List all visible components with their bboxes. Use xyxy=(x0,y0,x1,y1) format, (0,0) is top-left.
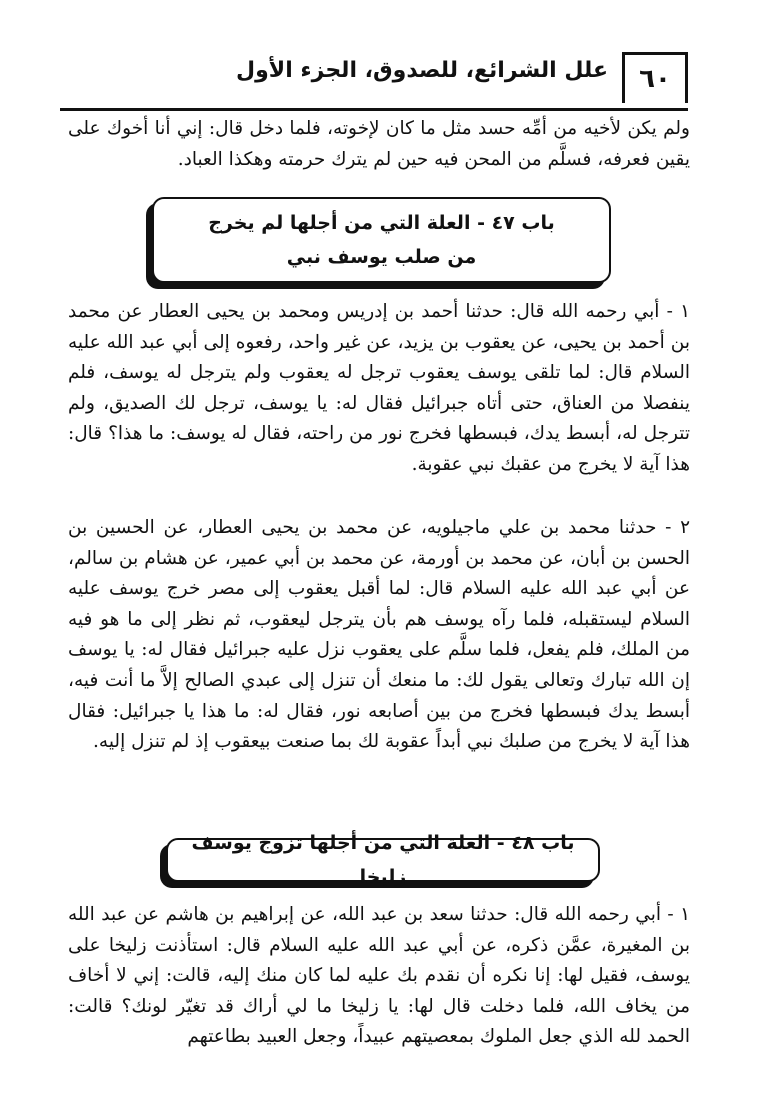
hadith-text: ٢ - حدثنا محمد بن علي ماجيلويه، عن محمد بن يحيى العطار، عن الحسين بن الحسن بن أبان، عن محمد بن أورمة، عن محمد بن أبي عمير، عن هشام بن سالم، عن أبي عبد الله عليه السلام قال: لما أقبل يعقوب إلى مصر خرج يوسف عليه السلام ليستقبله، فلما رآه يوسف هم بأن يترجل ليعقوب، ثم نظر إلى ما هو فيه من الملك، فلم يفعل، فلما سلَّم على يعقوب نزل عليه جبرائيل فقال له: يا يوسف إن الله تبارك وتعالى يقول لك: ما منعك أن تنزل إلى عبدي الصالح إلاَّ ما أنت فيه، أبسط يدك فبسطها فخرج من بين أصابعه نور، فقال له: ما هذا يا جبرائيل: فقال هذا آية لا يخرج من صلبك نبي أبداً عقوبة لك بما صنعت بيعقوب إذ لم تنزل إليه. xyxy=(68,517,690,753)
chapter-48-heading-box xyxy=(166,832,600,888)
page-number: ٦٠ xyxy=(622,52,688,103)
running-title: علل الشرائع، للصدوق، الجزء الأول xyxy=(236,58,608,83)
hadith-text: ١ - أبي رحمه الله قال: حدثنا سعد بن عبد الله، عن إبراهيم بن هاشم عن عبد الله بن المغيرة، عمَّن ذكره، عن أبي عبد الله عليه السلام قال: استأذنت زليخا على يوسف، فقيل لها: إنا نكره أن نقدم بك عليه لما كان منك إليه، قالت: إني لا أخاف من يخاف الله، فلما دخلت قال لها: يا زليخا ما لي أراك قد تغيّر لونك؟ قالت: الحمد لله الذي جعل الملوك بمعصيتهم عبيداً، وجعل العبيد بطاعتهم xyxy=(68,904,690,1048)
intro-paragraph xyxy=(68,114,690,175)
intro-text: ولم يكن لأخيه من أمِّه حسد مثل ما كان لإخوته، فلما دخل قال: إني أنا أخوك على يقين فعرفه، فسلَّم من المحن فيه حين لم يترك حرمته وهكذا العباد. xyxy=(68,118,690,170)
chapter-47-title-line2: من صلب يوسف نبي xyxy=(286,246,477,268)
chapter-48-hadith-1 xyxy=(68,900,690,1053)
chapter-47-hadith-1 xyxy=(68,297,690,481)
chapter-47-hadith-2 xyxy=(68,513,690,758)
page-header xyxy=(60,48,688,111)
chapter-48-title: باب ٤٨ - العلة التي من أجلها تزوج يوسف زليخا xyxy=(191,832,575,888)
chapter-47-title-line1: باب ٤٧ - العلة التي من أجلها لم يخرج xyxy=(208,212,555,234)
chapter-47-heading-box xyxy=(152,197,611,283)
hadith-text: ١ - أبي رحمه الله قال: حدثنا أحمد بن إدريس ومحمد بن يحيى العطار عن محمد بن أحمد بن يحيى، عن يعقوب بن يزيد، عن غير واحد، رفعوه إلى أبي عبد الله عليه السلام قال: لما تلقى يوسف يعقوب ترجل له يعقوب ولم يترجل له يوسف، فلم ينفصلا من العناق، حتى أتاه جبرائيل فقال له: يا يوسف، ترجل لك الصديق، ولم تترجل له، أبسط يدك، فبسطها فخرج نور من راحته، فقال له يوسف: ما هذا؟ قال: هذا آية لا يخرج من عقبك نبي عقوبة. xyxy=(68,301,690,475)
